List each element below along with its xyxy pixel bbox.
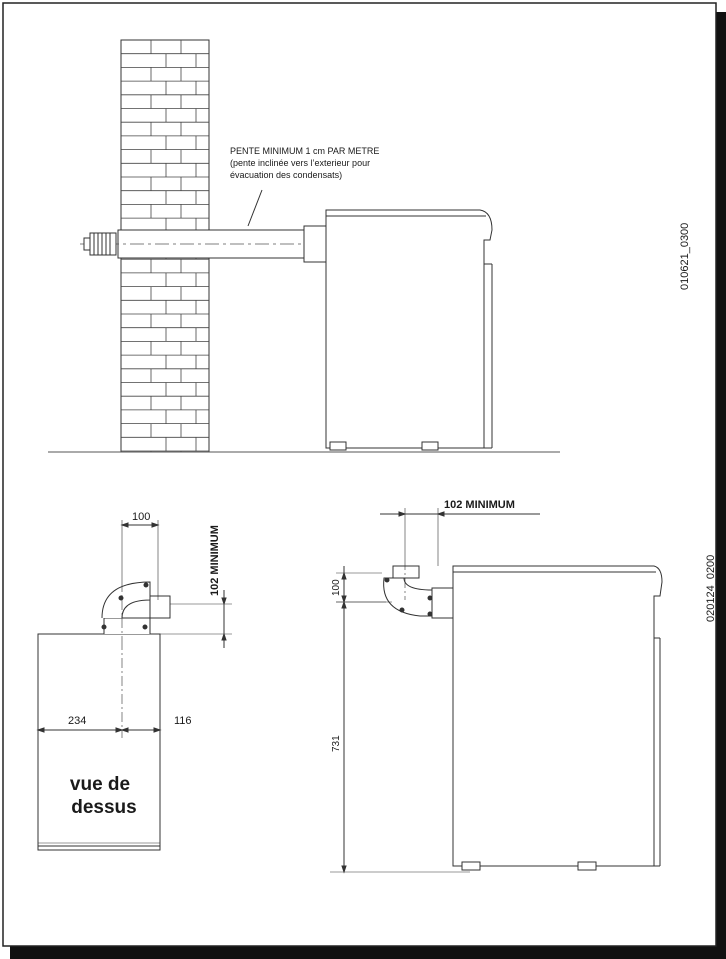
dim-234-label: 234 (68, 715, 87, 727)
slope-note-line2: (pente inclinée vers l’exterieur pour (230, 158, 371, 168)
top-view-label-line1: vue de (69, 774, 131, 795)
dim-731-side-label: 731 (331, 735, 342, 752)
dim-100-top-label: 100 (132, 511, 151, 523)
dim-102-min-side-label: 102 MINIMUM (444, 499, 515, 511)
boiler-side-view (453, 566, 662, 866)
boiler-side-elevation (326, 210, 492, 450)
figure-id-bottom: 020124_0200 (705, 554, 717, 622)
top-view-label-line2: dessus (71, 797, 137, 818)
dim-102-min-top-label: 102 MINIMUM (209, 525, 221, 596)
flue-pipe (80, 226, 340, 262)
slope-note-line3: évacuation des condensats) (230, 170, 343, 180)
dim-100-side-label: 100 (331, 579, 342, 596)
figure-id-top: 010621_0300 (679, 222, 691, 290)
dim-116-label: 116 (174, 715, 192, 727)
slope-note-line1: PENTE MINIMUM 1 cm PAR METRE (230, 146, 380, 156)
